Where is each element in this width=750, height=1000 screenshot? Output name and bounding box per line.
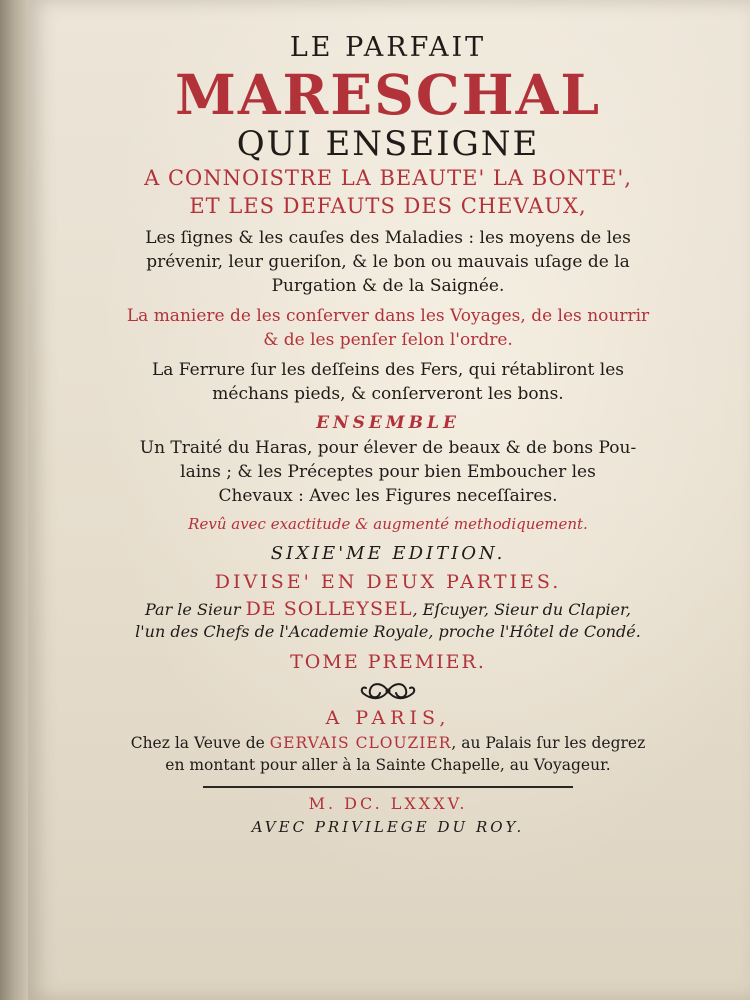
- author-line-2: l'un des Chefs de l'Academie Royale, proche l'Hôtel de Condé.: [135, 622, 641, 641]
- paragraph-3-line-2: méchans pieds, & conſerveront les bons.: [212, 384, 564, 404]
- paragraph-2-line-2: & de les penſer ſelon l'ordre.: [263, 330, 513, 350]
- privilege-line: AVEC PRIVILEGE DU ROY.: [251, 817, 525, 836]
- title-line-4: A CONNOISTRE LA BEAUTE' LA BONTE',: [144, 166, 632, 190]
- title-page: [28, 0, 750, 1000]
- division-line: DIVISE' EN DEUX PARTIES.: [214, 571, 562, 593]
- tome-line: TOME PREMIER.: [290, 651, 486, 673]
- fleuron-ornament-icon: [356, 680, 420, 702]
- paragraph-1-line-1: Les ſignes & les cauſes des Maladies : les moyens de les: [145, 228, 631, 248]
- author-name: DE SOLLEYSEL: [245, 598, 413, 620]
- printer-name: GERVAIS CLOUZIER: [269, 734, 452, 752]
- imprint-city: A PARIS,: [325, 707, 451, 729]
- paragraph-4-line-2: lains ; & les Préceptes pour bien Emboucher les: [180, 462, 596, 482]
- imprint-line-2: en montant pour aller à la Sainte Chapelle, au Voyageur.: [165, 756, 611, 774]
- imprint-post: , au Palais ſur les degrez: [451, 734, 646, 752]
- title-line-2: MARESCHAL: [175, 62, 601, 127]
- publication-date: M. DC. LXXXV.: [308, 793, 468, 813]
- paragraph-4-line-1: Un Traité du Haras, pour élever de beaux & de bons Pou-: [139, 438, 637, 458]
- title-line-5: ET LES DEFAUTS DES CHEVAUX,: [189, 194, 587, 218]
- paragraph-1-line-3: Purgation & de la Saignée.: [271, 276, 505, 296]
- paragraph-1-line-2: prévenir, leur gueriſon, & le bon ou mauvais uſage de la: [146, 252, 630, 272]
- imprint-line-1: [78, 732, 698, 754]
- author-prefix: Par le Sieur: [144, 600, 241, 619]
- ensemble-heading: ENSEMBLE: [316, 413, 460, 433]
- paragraph-3-line-1: La Ferrure ſur les deſſeins des Fers, qui rétabliront les: [151, 360, 625, 380]
- paragraph-2-line-1: La maniere de les conſerver dans les Voyages, de les nourrir: [126, 306, 650, 326]
- imprint-pre: Chez la Veuve de: [130, 734, 265, 752]
- author-line-1: [78, 598, 698, 621]
- top-rule: [203, 786, 573, 788]
- title-page-content: [78, 30, 698, 838]
- title-line-3: QUI ENSEIGNE: [236, 124, 540, 164]
- author-suffix: , Eſcuyer, Sieur du Clapier,: [412, 600, 631, 619]
- title-line-1: LE PARFAIT: [289, 32, 487, 63]
- edition-line: SIXIE'ME EDITION.: [270, 543, 506, 564]
- revision-note: Revû avec exactitude & augmenté methodiquement.: [188, 515, 588, 533]
- paragraph-4-line-3: Chevaux : Avec les Figures neceſſaires.: [218, 486, 558, 506]
